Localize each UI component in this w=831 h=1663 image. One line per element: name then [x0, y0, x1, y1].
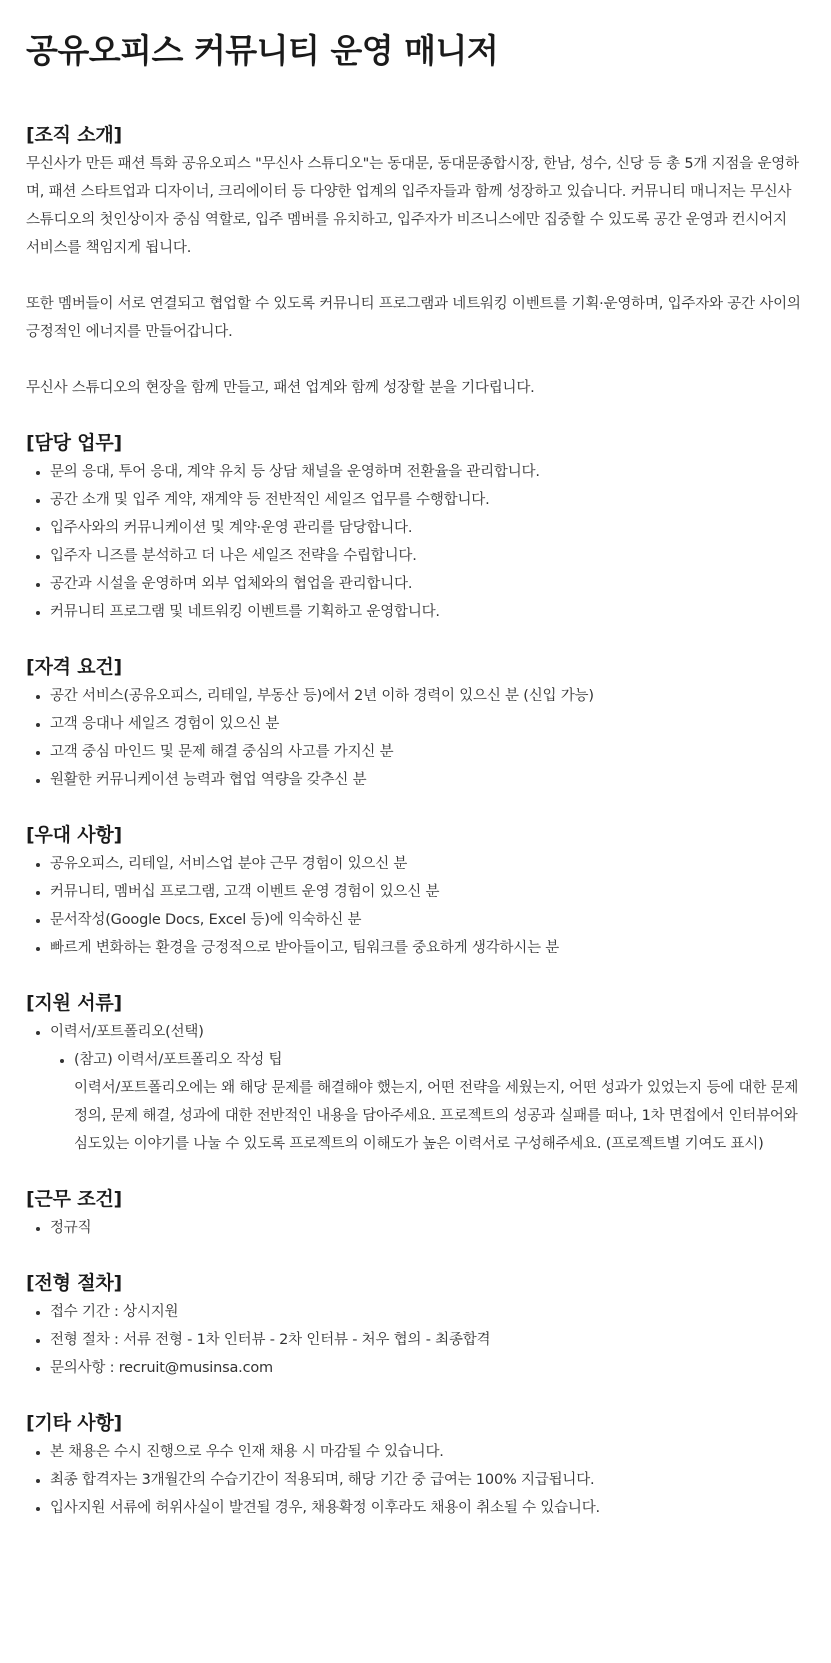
tip-title: (참고) 이력서/포트폴리오 작성 팁: [74, 1052, 283, 1068]
sub-list-item: [50, 1046, 805, 1158]
list-item: 최종 합격자는 3개월간의 수습기간이 적용되며, 해당 기간 중 급여는 100% 지급됩니다.: [26, 1466, 805, 1494]
list-item: 정규직: [26, 1214, 805, 1242]
list-item: 문서작성(Google Docs, Excel 등)에 익숙하신 분: [26, 906, 805, 934]
list-item: 문의 응대, 투어 응대, 계약 유치 등 상담 채널을 운영하며 전환율을 관리합니다.: [26, 458, 805, 486]
list-item: 고객 응대나 세일즈 경험이 있으신 분: [26, 710, 805, 738]
org-intro-paragraph-2: 또한 멤버들이 서로 연결되고 협업할 수 있도록 커뮤니티 프로그램과 네트워킹 이벤트를 기획·운영하며, 입주자와 공간 사이의 긍정적인 에너지를 만들어갑니다.: [26, 296, 801, 340]
section-heading: [우대 사항]: [26, 824, 122, 846]
list-item: 문의사항 : recruit@musinsa.com: [26, 1354, 805, 1382]
etc-list: [26, 1438, 805, 1522]
tip-body: 이력서/포트폴리오에는 왜 해당 문제를 해결해야 했는지, 어떤 전략을 세웠는지, 어떤 성과가 있었는지 등에 대한 문제 정의, 문제 해결, 성과에 대한 전반적인 내용을 담아주세요. 프로젝트의 성공과 실패를 떠나, 1차 면접에서 인터뷰어와 심도있는 이야기를 나눌 수 있도록 프로젝트의 이해도가 높은 이력서로 구성해주세요. (프로젝트별 기여도 표시): [74, 1080, 799, 1152]
section-heading: [기타 사항]: [26, 1412, 122, 1434]
process-list: [26, 1298, 805, 1382]
documents-sublist: [50, 1046, 805, 1158]
list-item: 공간과 시설을 운영하며 외부 업체와의 협업을 관리합니다.: [26, 570, 805, 598]
section-heading: [조직 소개]: [26, 124, 122, 146]
list-item: 접수 기간 : 상시지원: [26, 1298, 805, 1326]
section-heading: [전형 절차]: [26, 1272, 122, 1294]
list-item: 본 채용은 수시 진행으로 우수 인재 채용 시 마감될 수 있습니다.: [26, 1438, 805, 1466]
list-item: 전형 절차 : 서류 전형 - 1차 인터뷰 - 2차 인터뷰 - 처우 협의 - 최종합격: [26, 1326, 805, 1354]
list-item: 빠르게 변화하는 환경을 긍정적으로 받아들이고, 팀워크를 중요하게 생각하시는 분: [26, 934, 805, 962]
conditions-list: [26, 1214, 805, 1242]
preferred-list: [26, 850, 805, 962]
list-item: 커뮤니티 프로그램 및 네트워킹 이벤트를 기획하고 운영합니다.: [26, 598, 805, 626]
list-item: 원활한 커뮤니케이션 능력과 협업 역량을 갖추신 분: [26, 766, 805, 794]
list-item: 커뮤니티, 멤버십 프로그램, 고객 이벤트 운영 경험이 있으신 분: [26, 878, 805, 906]
list-item: 입주사와의 커뮤니케이션 및 계약·운영 관리를 담당합니다.: [26, 514, 805, 542]
section-org-intro: [26, 120, 805, 402]
list-item: 고객 중심 마인드 및 문제 해결 중심의 사고를 가지신 분: [26, 738, 805, 766]
section-heading: [지원 서류]: [26, 992, 122, 1014]
documents-list: [26, 1018, 805, 1158]
list-item: 입주자 니즈를 분석하고 더 나은 세일즈 전략을 수립합니다.: [26, 542, 805, 570]
duties-list: [26, 458, 805, 626]
section-etc: [26, 1408, 805, 1522]
section-heading: [근무 조건]: [26, 1188, 122, 1210]
requirements-list: [26, 682, 805, 794]
org-intro-paragraph-1: 무신사가 만든 패션 특화 공유오피스 "무신사 스튜디오"는 동대문, 동대문종합시장, 한남, 성수, 신당 등 총 5개 지점을 운영하며, 패션 스타트업과 디자이너, 크리에이터 등 다양한 업계의 입주자들과 함께 성장하고 있습니다. 커뮤니티 매니저는 무신사 스튜디오의 첫인상이자 중심 역할로, 입주 멤버를 유치하고, 입주자가 비즈니스에만 집중할 수 있도록 공간 운영과 컨시어지 서비스를 책임지게 됩니다.: [26, 156, 799, 256]
documents-item-label: 이력서/포트폴리오(선택): [50, 1024, 204, 1040]
page-title: 공유오피스 커뮤니티 운영 매니저: [26, 31, 499, 70]
list-item: 공간 소개 및 입주 계약, 재계약 등 전반적인 세일즈 업무를 수행합니다.: [26, 486, 805, 514]
section-conditions: [26, 1184, 805, 1242]
list-item: [26, 1018, 805, 1158]
section-process: [26, 1268, 805, 1382]
section-preferred: [26, 820, 805, 962]
list-item: 입사지원 서류에 허위사실이 발견될 경우, 채용확정 이후라도 채용이 취소될 수 있습니다.: [26, 1494, 805, 1522]
section-heading: [담당 업무]: [26, 432, 122, 454]
list-item: 공유오피스, 리테일, 서비스업 분야 근무 경험이 있으신 분: [26, 850, 805, 878]
section-duties: [26, 428, 805, 626]
list-item: 공간 서비스(공유오피스, 리테일, 부동산 등)에서 2년 이하 경력이 있으신 분 (신입 가능): [26, 682, 805, 710]
org-intro-paragraph-3: 무신사 스튜디오의 현장을 함께 만들고, 패션 업계와 함께 성장할 분을 기다립니다.: [26, 380, 535, 396]
section-requirements: [26, 652, 805, 794]
section-documents: [26, 988, 805, 1158]
section-heading: [자격 요건]: [26, 656, 122, 678]
